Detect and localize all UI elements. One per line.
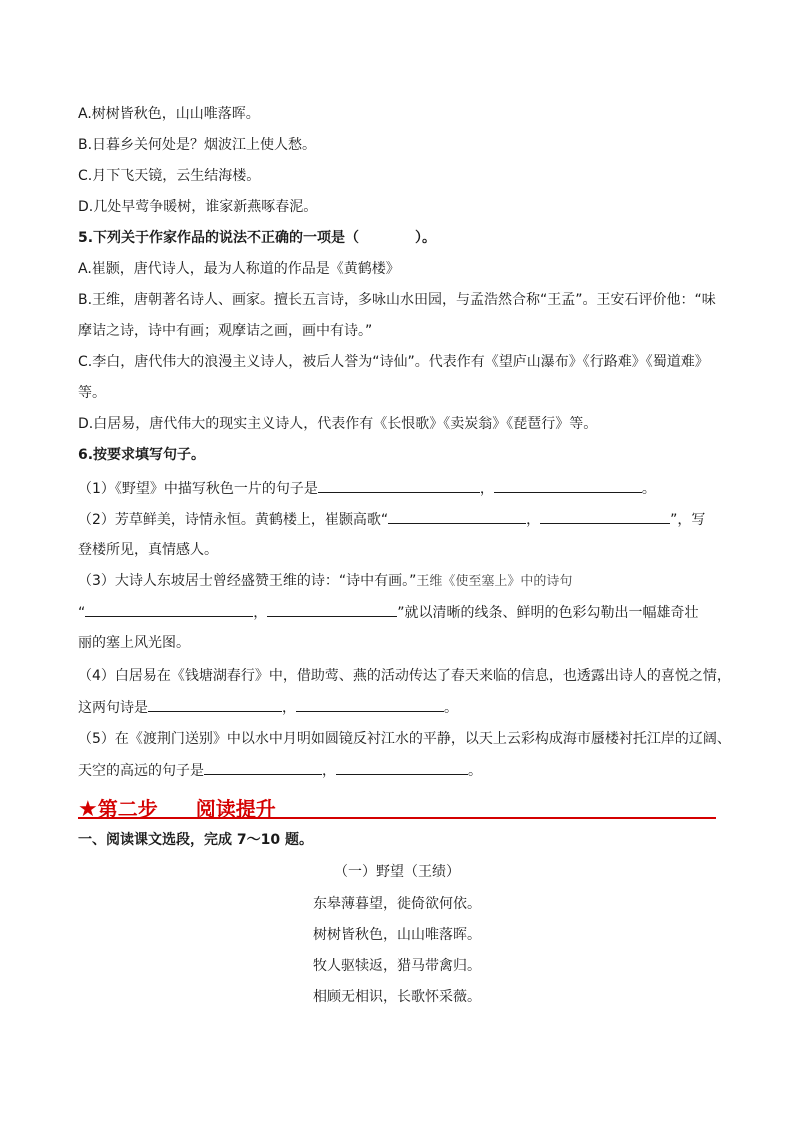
answer-blank[interactable] [85,602,253,617]
answer-blank[interactable] [540,509,670,524]
poem-title: （一）野望（王绩） [334,864,460,880]
q4-option-c: C.月下飞天镜，云生结海楼。 [78,168,261,184]
answer-blank[interactable] [388,509,526,524]
section-divider [78,817,716,819]
q6-item2 [78,509,705,530]
star-icon: ★ [78,797,98,822]
section-step: 第二步 [97,797,158,821]
period: 。 [444,700,458,716]
quote-open: “ [78,605,86,621]
q6-item3-line3: 丽的塞上风光图。 [78,635,190,651]
section-title: 阅读提升 [195,797,276,821]
answer-blank[interactable] [267,602,397,617]
q4-option-a: A.树树皆秋色，山山唯落晖。 [78,106,260,122]
q6-item3-tail: ”就以清晰的线条、鲜明的色彩勾勒出一幅雄奇壮 [397,605,699,621]
comma: ， [322,763,336,779]
poem-line-3: 牧人驱犊返，猎马带禽归。 [313,958,481,974]
q4-option-d: D.几处早莺争暖树，谁家新燕啄春泥。 [78,199,318,215]
answer-blank[interactable] [494,478,642,493]
comma: ， [253,605,268,621]
poem-line-2: 树树皆秋色，山山唯落晖。 [313,927,481,943]
comma: ， [479,481,494,497]
period: 。 [468,763,482,779]
q6-item5-line1: （5）在《渡荆门送别》中以水中月明如圆镜反衬江水的平静，以天上云彩构成海市蜃楼衬托江岸的辽阔、 [78,731,731,747]
q5-option-b-line1: B.王维，唐朝著名诗人、画家。擅长五言诗，多咏山水田园，与孟浩然合称“王孟”。王安石评价他：“味 [78,292,716,308]
answer-blank[interactable] [148,697,282,712]
poem-line-1: 东皋薄暮望，徙倚欲何依。 [313,896,481,912]
q6-item3-line2 [78,602,699,623]
q5-stem: 5.下列关于作家作品的说法不正确的一项是（ ）。 [78,230,437,246]
q6-item4-line1: （4）白居易在《钱塘湖春行》中，借助莺、燕的活动传达了春天来临的信息，也透露出诗人的喜悦之情， [78,668,731,684]
q5-option-b-line2: 摩诘之诗，诗中有画；观摩诘之画，画中有诗。” [78,323,373,339]
q6-stem: 6.按要求填写句子。 [78,447,206,463]
q5-option-c-line2: 等。 [78,385,106,401]
q6-item5-line2 [78,760,482,781]
quote-close: ”，写 [670,512,706,528]
answer-blank[interactable] [204,760,322,775]
q5-option-d: D.白居易，唐代伟大的现实主义诗人，代表作有《长恨歌》《卖炭翁》《琵琶行》等。 [78,416,598,432]
q4-option-b: B.日暮乡关何处是？烟波江上使人愁。 [78,137,317,153]
q5-option-c-line1: C.李白，唐代伟大的浪漫主义诗人，被后人誉为“诗仙”。代表作有《望庐山瀑布》《行路难》《蜀道难》 [78,354,709,370]
answer-blank[interactable] [296,697,444,712]
q6-item1-prompt: （1）《野望》中描写秋色一片的句子是 [78,481,318,497]
reading-instruction: 一、阅读课文选段，完成 7～10 题。 [78,832,313,848]
q6-item3-prompt: （3）大诗人东坡居士曾经盛赞王维的诗：“诗中有画。” [78,573,417,589]
q6-item1 [78,478,656,499]
q6-item4-prompt: 这两句诗是 [78,700,148,716]
q6-item2-prompt: （2）芳草鲜美，诗情永恒。黄鹤楼上，崔颢高歌“ [78,512,389,528]
q6-item2-line2: 登楼所见，真情感人。 [78,542,218,558]
comma: ， [526,512,541,528]
poem-line-4: 相顾无相识，长歌怀采薇。 [313,989,481,1005]
comma: ， [282,700,296,716]
period: 。 [641,481,656,497]
answer-blank[interactable] [318,478,480,493]
q6-item5-prompt: 天空的高远的句子是 [78,763,204,779]
q6-item3-source: 王维《使至塞上》中的诗句 [416,574,573,589]
answer-blank[interactable] [336,760,468,775]
q6-item4-line2 [78,697,458,718]
q5-option-a: A.崔颢，唐代诗人，最为人称道的作品是《黄鹤楼》 [78,261,400,277]
q6-item3 [78,571,572,592]
